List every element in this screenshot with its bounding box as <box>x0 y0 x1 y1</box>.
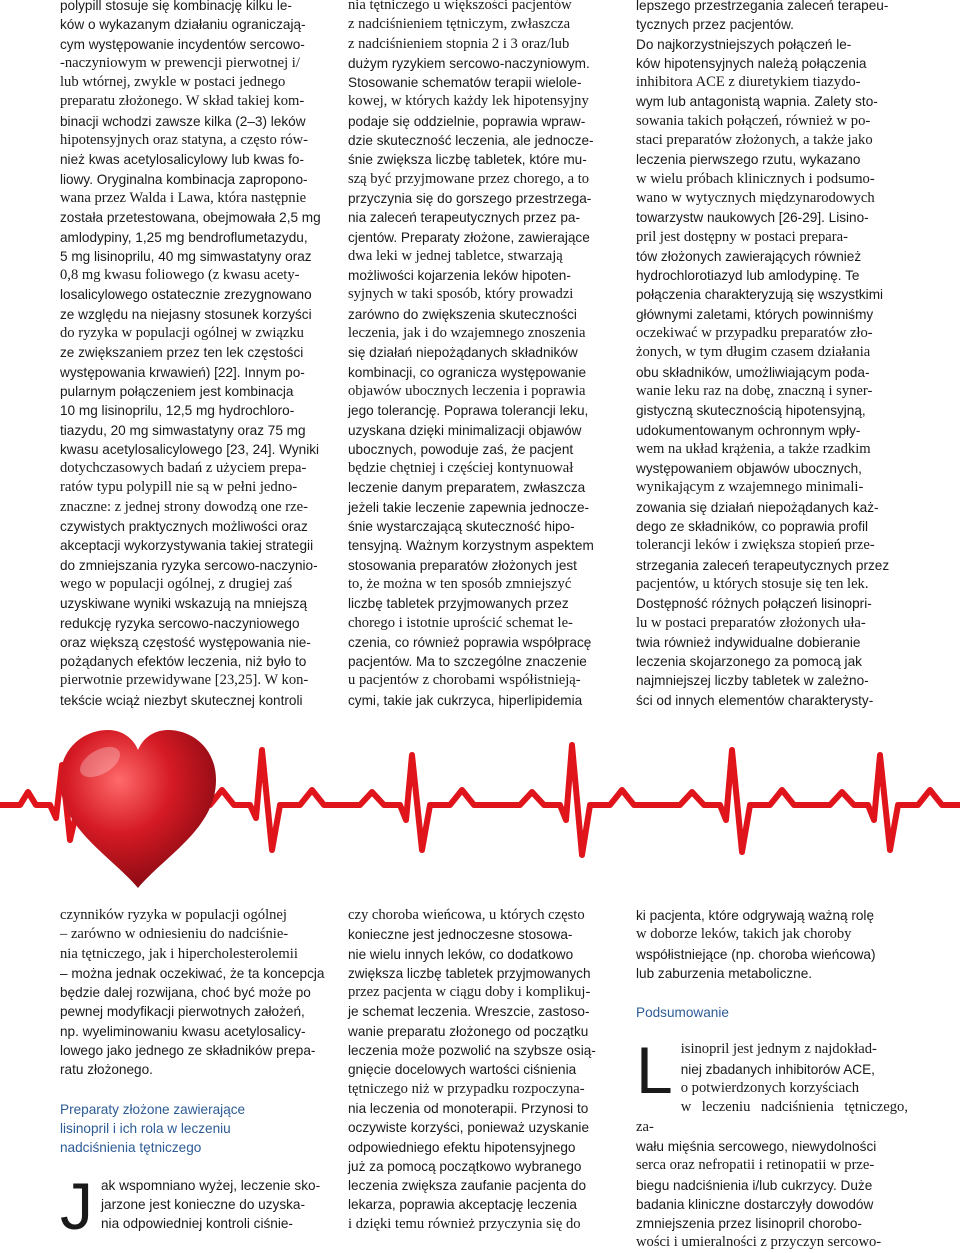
text-line: odpowiedniego efektu hipotensyjnego <box>348 1139 576 1155</box>
text-line: kombinacji, co ogranicza występowanie <box>348 364 587 380</box>
text-line: została przetestowana, obejmowała 2,5 mg <box>60 210 321 226</box>
text-line: ubocznych, powoduje zaś, że pacjent <box>348 441 574 457</box>
text-line: dużym ryzykiem sercowo-naczyniowym. <box>348 55 590 71</box>
text-line: losalicylowego ostatecznie zrezygnowano <box>60 287 312 303</box>
text-line: czywistych praktycznych możliwości oraz <box>60 519 308 535</box>
text-line: połączenia charakteryzują się wszystkimi <box>636 287 884 303</box>
text-line: u pacjentów z chorobami współistnieją- <box>348 672 581 689</box>
text-line: lowego jako jednego ze składników prepa- <box>60 1043 316 1059</box>
text-line: ratów typu polypill nie są w pełni jedno- <box>60 479 298 496</box>
text-line: pril jest dostępny w postaci prepara- <box>636 228 848 245</box>
text-line: akceptacji wykorzystywania takiej strategii <box>60 538 314 554</box>
text-line: niej zbadanych inhibitorów ACE, <box>680 1061 875 1077</box>
text-line: zwiększa liczbę tabletek przyjmowanych <box>348 965 591 981</box>
text-line: lepszego przestrzegania zaleceń terapeu- <box>636 0 889 13</box>
text-line: czy choroba wieńcowa, u których często <box>348 907 585 923</box>
text-line: leczenia może pozwolić na szybsze osią- <box>348 1043 596 1059</box>
text-line: redukcję ryzyka sercowo-naczyniowego <box>60 615 300 631</box>
text-line: w wielu próbach klinicznych i podsumo- <box>636 170 875 187</box>
text-line: i dzięki temu również przyczynia się do <box>348 1215 581 1232</box>
text-line: będzie chętniej i częściej kontynuował <box>348 460 574 477</box>
text-line: leczenie danym preparatem, zwłaszcza <box>348 480 586 496</box>
text-line: – zarówno w odniesieniu do nadciśnie- <box>60 926 289 943</box>
text-line: tycznych przez pacjentów. <box>636 17 794 33</box>
text-line: będzie dalej rozwijana, choć być może po <box>60 985 311 1001</box>
text-line: wym lub antagonistą wapnia. Zalety sto- <box>636 94 878 110</box>
text-line: sowania takich połączeń, również w po- <box>636 112 871 129</box>
text-line: ze względu na niejasny stosunek korzyści <box>60 306 312 322</box>
text-line: możliwości kojarzenia leków hipoten- <box>348 268 571 284</box>
dropcap-paragraph <box>60 1168 332 1243</box>
text-line: do ryzyka w populacji ogólnej w związku <box>60 325 304 342</box>
text-line: ków hipotensyjnych należą połączenia <box>636 55 867 71</box>
text-line: dwa leki w jednej tabletce, stwarzają <box>348 247 563 264</box>
text-line: preparatu złożonego. W skład takiej kom- <box>60 93 305 110</box>
text-line: cym występowanie incydentów sercowo- <box>60 36 305 52</box>
text-line: w leczeniu nadciśnienia tętniczego, za- <box>636 1099 908 1135</box>
text-line: dego ze składników, co poprawia profil <box>636 519 868 535</box>
text-line: z nadciśnieniem stopnia 2 i 3 oraz/lub <box>348 35 570 52</box>
text-line: jego tolerancję. Poprawa tolerancji leku, <box>348 403 589 419</box>
text-line: syjnych w taki sposób, który prowadzi <box>348 286 574 303</box>
text-line: staci preparatów złożonych, a także jako <box>636 132 873 149</box>
text-line: kowej, w których każdy lek hipotensyjny <box>348 93 589 110</box>
text-line: oczekiwać w przypadku preparatów zło- <box>636 325 873 342</box>
column-3 <box>636 0 908 710</box>
heart-ecg-illustration <box>0 710 960 900</box>
section-heading-combinations: Preparaty złożone zawierające lisinopril i ich rola w leczeniu nadciśnienia tętniczego <box>60 1101 246 1156</box>
text-line: ści od innych elementów charakterysty- <box>636 692 874 708</box>
text-line: oczywiste korzyści, ponieważ uzyskanie <box>348 1120 590 1136</box>
text-line: zowania się działań niepożądanych każ- <box>636 499 879 515</box>
text-line: 10 mg lisinoprilu, 12,5 mg hydrochloro- <box>60 403 295 419</box>
text-line: wana przez Walda i Lawa, która następnie <box>60 189 307 206</box>
text-line: wału mięśnia sercowego, niewydolności <box>636 1138 877 1154</box>
text-line: czynników ryzyka w populacji ogólnej <box>60 907 287 923</box>
text-line: ak wspomniano wyżej, leczenie sko- <box>101 1177 321 1193</box>
text-line: polypill stosuje się kombinację kilku le- <box>60 0 292 13</box>
text-line: liowy. Oryginalna kombinacja zapropono- <box>60 171 308 187</box>
text-line: chorego i istotnie uprościć schemat le- <box>348 614 573 631</box>
text-line: pożądanych efektów leczenia, niż było to <box>60 654 307 670</box>
text-line: wanie leku raz na dobę, znaczną i syner- <box>636 382 873 399</box>
text-line: wanie preparatu złożonego od początku <box>348 1023 589 1039</box>
text-line: Stosowanie schematów terapii wielole- <box>348 75 582 91</box>
text-line: podaje się oddzielnie, poprawia wpraw- <box>348 113 586 129</box>
text-line: liczbę tabletek przyjmowanych przez <box>348 596 569 612</box>
text-line: badania kliniczne dostarczyły dowodów <box>636 1196 874 1212</box>
text-line: gistyczną skutecznością hipotensyjną, <box>636 403 866 419</box>
text-line: amlodypiny, 1,25 mg bendroflumetazydu, <box>60 229 308 245</box>
text-line: leczenia, jak i do wzajemnego znoszenia <box>348 325 586 342</box>
text-line: znaczne: z jednej strony dowodzą one rze- <box>60 498 308 515</box>
text-line: śnie wystarczającą skuteczność hipo- <box>348 519 575 535</box>
column-1 <box>60 0 332 710</box>
text-line: ratu złożonego. <box>60 1062 153 1078</box>
text-line: stosowania preparatów złożonych jest <box>348 557 577 573</box>
text-line: żonych, w tym długim czasem działania <box>636 344 871 361</box>
text-line: je schemat leczenia. Wreszcie, zastoso- <box>348 1004 590 1020</box>
dropcap-l: L <box>636 1033 673 1108</box>
text-line: obu składników, umożliwiającym poda- <box>636 364 870 380</box>
text-line: wano w wytycznych międzynarodowych <box>636 189 875 206</box>
text-line: objawów ubocznych leczenia i poprawia <box>348 382 586 399</box>
text-line: lu w postaci preparatów złożonych uła- <box>636 614 866 631</box>
text-line: współistniejące (np. choroba wieńcowa) <box>636 946 876 962</box>
text-line: nia zaleceń terapeutycznych przez pa- <box>348 210 580 226</box>
dropcap-paragraph <box>636 1033 908 1252</box>
text-line: nież kwas acetylosalicylowy lub kwas fo- <box>60 152 305 168</box>
text-line: zarówno do zwiększenia skuteczności <box>348 306 577 322</box>
text-line: towarzystw naukowych [26-29]. Lisino- <box>636 210 869 226</box>
text-line: serca oraz nefropatii i retinopatii w prze- <box>636 1157 875 1174</box>
column-6 <box>636 906 908 1253</box>
text-line: pacjentów, u których stosuje się ten lek. <box>636 575 869 592</box>
text-line: pacjentów. Ma to szczególne znaczenie <box>348 654 587 670</box>
text-line: udokumentowanym ochronnym wpły- <box>636 422 861 438</box>
text-line: tensyjną. Ważnym korzystnym aspektem <box>348 538 594 554</box>
text-line: pewnej modyfikacji pierwotnych założeń, <box>60 1004 305 1020</box>
text-line: isinopril jest jednym z najdokład- <box>680 1041 877 1058</box>
text-line: pularnym połączeniem jest kombinacja <box>60 383 294 399</box>
text-line: jarzone jest konieczne do uzyska- <box>101 1196 306 1212</box>
text-line: nia leczenia od monoterapii. Przynosi to <box>348 1100 589 1116</box>
heart-icon <box>60 730 216 888</box>
text-line: tów złożonych zawierających również <box>636 248 862 264</box>
text-line: nia tętniczego, jak i hipercholesterolemii <box>60 945 298 962</box>
text-line: np. wyeliminowaniu kwasu acetylosalicy- <box>60 1023 306 1039</box>
text-line: z nadciśnieniem tętniczym, zwłaszcza <box>348 16 571 33</box>
text-line: Dostępność różnych połączeń lisinopri- <box>636 596 872 612</box>
text-line: jeżeli takie leczenie zapewnia jednocze- <box>348 499 590 515</box>
text-line: hydrochlorotiazyd lub amlodypinę. Te <box>636 268 860 284</box>
text-line: ków o wykazanym działaniu ograniczają- <box>60 17 306 33</box>
text-line: to, że można w ten sposób zmniejszyć <box>348 575 572 592</box>
text-line: leczenia skojarzonego za pomocą jak <box>636 654 862 670</box>
text-line: szą być przyjmowane przez chorego, a to <box>348 170 590 187</box>
text-line: nia tętniczego u większości pacjentów <box>348 0 572 13</box>
text-line: lub wtórnej, zwykle w postaci jednego <box>60 74 286 91</box>
text-line: przyczynia się do gorszego przestrzega- <box>348 190 592 206</box>
text-line: tekście wciąż niezbyt skutecznej kontroli <box>60 692 303 708</box>
text-line: lub zaburzenia metaboliczne. <box>636 965 813 981</box>
section-heading-summary: Podsumowanie <box>636 1005 729 1021</box>
text-line: przez pacjenta w ciągu doby i komplikuj- <box>348 984 591 1001</box>
text-line: czenia, co również poprawia współpracę <box>348 634 592 650</box>
text-line: konieczne jest jednoczesne stosowa- <box>348 927 573 943</box>
text-line: – można jednak oczekiwać, że ta koncepcja <box>60 965 325 981</box>
text-line: cjentów. Preparaty złożone, zawierające <box>348 229 590 245</box>
column-4-text <box>60 906 332 1080</box>
text-line: wynikającym z wzajemnego minimali- <box>636 479 864 496</box>
text-line: o potwierdzonych korzyściach <box>680 1080 860 1097</box>
text-line: się działań niepożądanych składników <box>348 345 578 361</box>
text-line: -naczyniowym w prewencji pierwotnej i/ <box>60 54 300 71</box>
text-line: Do najkorzystniejszych połączeń le- <box>636 36 852 52</box>
text-line: 5 mg lisinoprilu, 40 mg simwastatyny oraz <box>60 248 312 264</box>
column-4 <box>60 906 332 1243</box>
text-line: w doborze leków, takich jak choroby <box>636 926 852 943</box>
text-line: hipotensyjnych oraz statyna, a często rów- <box>60 132 309 149</box>
text-line: strzegania zaleceń terapeutycznych przez <box>636 557 890 573</box>
text-line: najmniejszej liczby tabletek w zależno- <box>636 673 869 689</box>
text-line: biegu nadciśnienia i/lub cukrzycy. Duże <box>636 1177 873 1193</box>
column-6-text <box>636 906 908 983</box>
text-line: głównymi zaletami, których powinniśmy <box>636 306 874 322</box>
text-line: gnięcie docelowych wartości ciśnienia <box>348 1062 577 1078</box>
text-line: 0,8 mg kwasu foliowego (z kwasu acety- <box>60 267 300 284</box>
text-line: śnie zwiększa liczbę tabletek, które mu- <box>348 152 587 168</box>
text-line: wego w populacji ogólnej, z drugiej zaś <box>60 575 293 592</box>
text-line: wości i umieralności z przyczyn sercowo- <box>636 1234 882 1251</box>
text-line: tętniczego niż w przypadku rozpoczyna- <box>348 1080 585 1097</box>
column-2 <box>348 0 620 710</box>
text-line: uzyskiwane wyniki wskazują na mniejszą <box>60 596 308 612</box>
text-line: inhibitora ACE z diuretykiem tiazydo- <box>636 74 861 91</box>
text-line: występowaniem objawów ubocznych, <box>636 461 862 477</box>
text-line: leczenia zwiększa zaufanie pacjenta do <box>348 1178 587 1194</box>
text-line: nia odpowiedniej kontroli ciśnie- <box>101 1216 293 1232</box>
text-line: do zmniejszania ryzyka sercowo-naczynio- <box>60 557 318 573</box>
text-line: kwasu acetylosalicylowego [23, 24]. Wyniki <box>60 441 320 457</box>
text-line: ze zwiększaniem przez ten lek częstości <box>60 345 304 361</box>
text-line: tolerancji leków i zwiększa stopień prze- <box>636 537 875 554</box>
text-line: cymi, takie jak cukrzyca, hiperlipidemia <box>348 692 583 708</box>
column-5 <box>348 906 620 1234</box>
text-line: nie wielu innych leków, co dodatkowo <box>348 946 574 962</box>
text-line: dzie skuteczność leczenia, ale jednocze- <box>348 133 594 149</box>
text-line: oraz większą częstość występowania nie- <box>60 634 311 650</box>
text-line: ki pacjenta, które odgrywają ważną rolę <box>636 908 875 923</box>
text-line: wem na układ krążenia, a także rzadkim <box>636 440 871 457</box>
text-line: leczenia pierwszego rzutu, wykazano <box>636 152 861 168</box>
text-line: zmniejszenia przez lisinopril chorobo- <box>636 1216 862 1232</box>
text-line: już za pomocą początkowo wybranego <box>348 1158 582 1174</box>
text-line: lekarza, poprawia akceptację leczenia <box>348 1197 577 1213</box>
text-line: pierwotnie przewidywane [23,25]. W kon- <box>60 672 309 689</box>
text-line: występowania krwawień) [22]. Innym po- <box>60 364 305 380</box>
text-line: tiazydu, 20 mg simwastatyny oraz 75 mg <box>60 422 306 438</box>
text-line: binacji wchodzi zawsze kilka (2–3) leków <box>60 113 306 129</box>
text-line: uzyskana dzięki minimalizacji objawów <box>348 422 582 438</box>
text-line: dotychczasowych badań z użyciem prepa- <box>60 460 307 477</box>
text-line: twia również indywidualne dobieranie <box>636 634 861 650</box>
dropcap-j: J <box>60 1168 93 1243</box>
